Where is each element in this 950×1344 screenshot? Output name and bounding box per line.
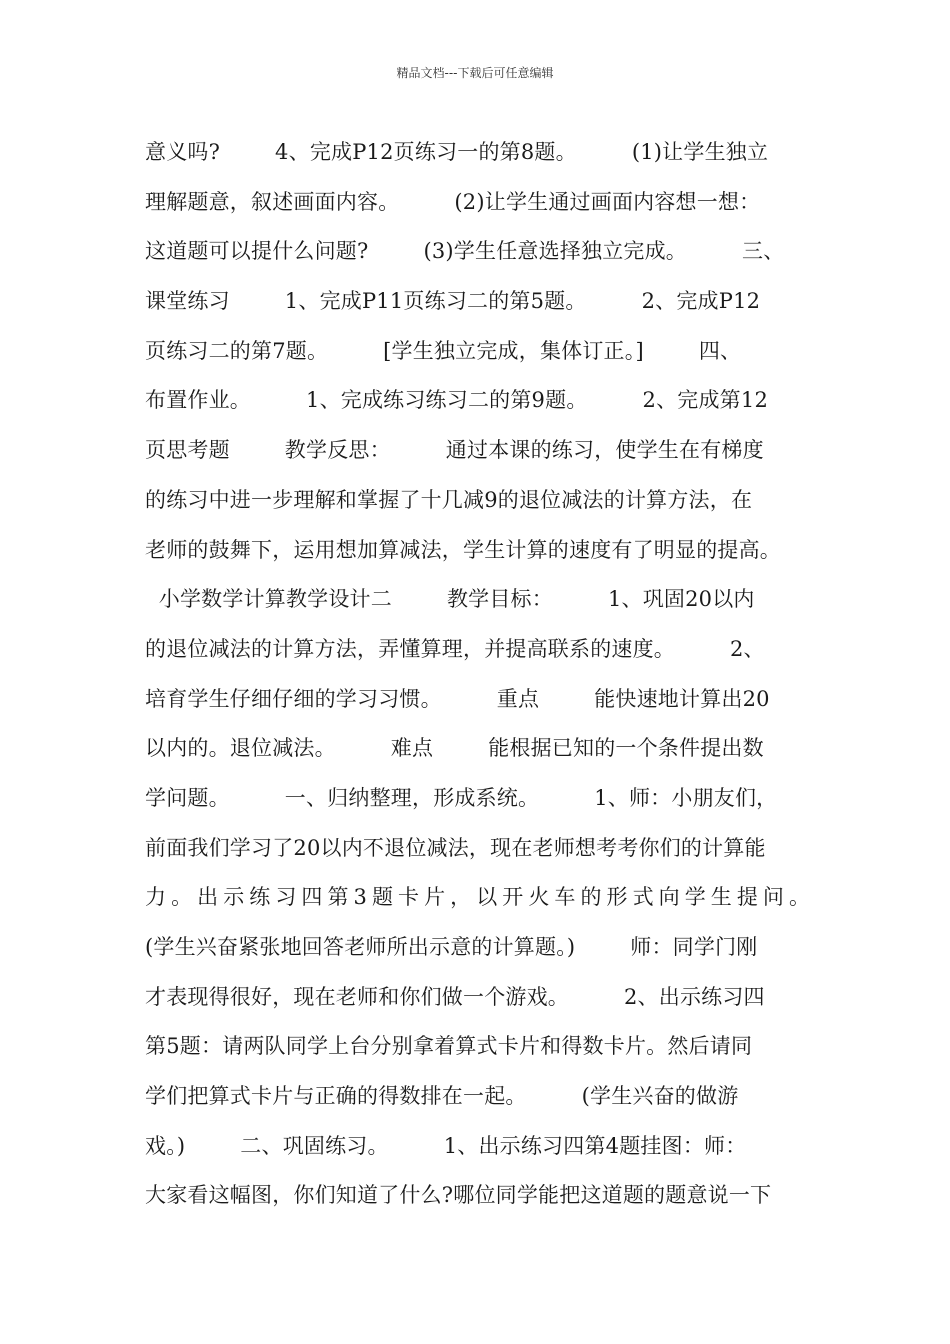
text-line: 理解题意，叙述画面内容。 (2)让学生通过画面内容想一想： [145,189,761,214]
text-line: 小学数学计算教学设计二 教学目标： 1、巩固20以内 [145,587,755,612]
text-line: 力。出示练习四第3题卡片，以开火车的形式向学生提问。 [145,885,810,910]
text-line: 第5题：请两队同学上台分别拿着算式卡片和得数卡片。然后请同 [145,1034,753,1059]
text-line: 大家看这幅图，你们知道了什么?哪位同学能把这道题的题意说一下 [145,1183,772,1208]
text-line: 学们把算式卡片与正确的得数排在一起。 (学生兴奋的做游 [145,1084,739,1109]
text-line: 的退位减法的计算方法，弄懂算理，并提高联系的速度。 2、 [145,636,765,661]
text-line: 学问题。 一、归纳整理，形成系统。 1、师：小朋友们， [145,785,778,810]
text-line: 页思考题 教学反思： 通过本课的练习，使学生在有梯度 [145,438,764,463]
text-line: (学生兴奋紧张地回答老师所出示意的计算题。) 师：同学门刚 [145,935,758,959]
text-line: 才表现得很好，现在老师和你们做一个游戏。 2、出示练习四 [145,984,765,1009]
text-line: 意义吗? 4、完成P12页练习一的第8题。 (1)让学生独立 [145,140,769,164]
text-line: 以内的。退位减法。 难点 能根据已知的一个条件提出数 [145,736,764,761]
text-line: 课堂练习 1、完成P11页练习二的第5题。 2、完成P12 [145,289,761,314]
text-line: 培育学生仔细仔细的学习习惯。 重点 能快速地计算出20 [145,686,770,711]
text-line: 的练习中进一步理解和掌握了十几减9的退位减法的计算方法，在 [145,487,753,512]
text-line: 布置作业。 1、完成练习练习二的第9题。 2、完成第12 [145,388,769,413]
text-line: 这道题可以提什么问题? (3)学生任意选择独立完成。 三、 [145,239,785,264]
text-line: 前面我们学习了20以内不退位减法，现在老师想考考你们的计算能 [145,835,766,860]
document-body [145,134,810,1227]
page-header: 精品文档---下载后可任意编辑 [396,66,554,80]
text-line: 页练习二的第7题。 [学生独立完成，集体订正。] 四、 [145,338,742,363]
text-line: 老师的鼓舞下，运用想加算减法，学生计算的速度有了明显的提高。 [145,537,781,562]
text-line: 戏。) 二、巩固练习。 1、出示练习四第4题挂图：师： [145,1133,747,1158]
